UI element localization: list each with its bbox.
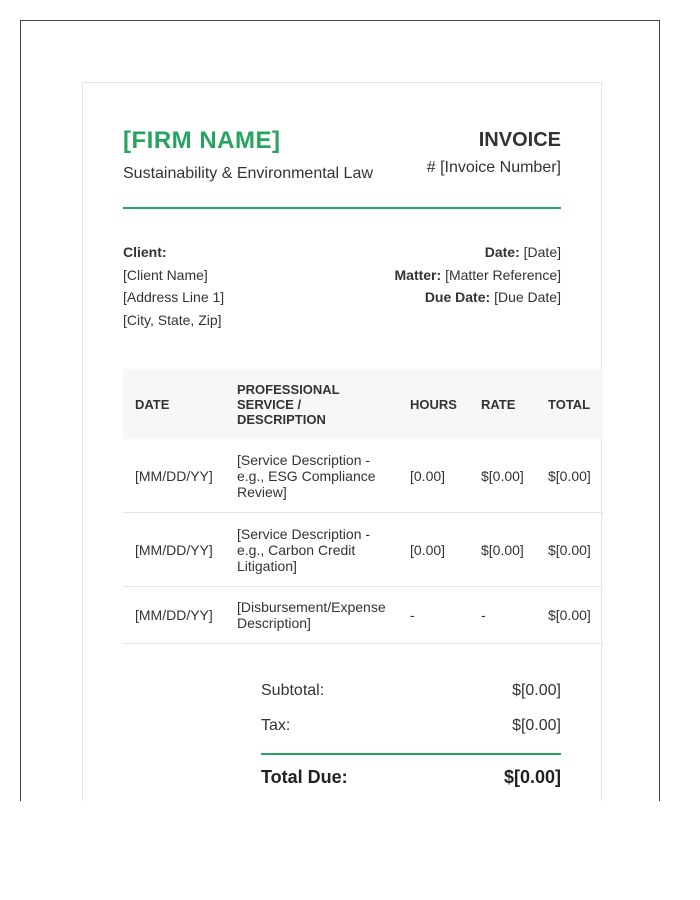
matter-label: Matter: [394, 266, 442, 283]
invoice-title: INVOICE [478, 129, 561, 151]
cell-description: [Disbursement/Expense Description] [225, 587, 398, 644]
col-header-date: DATE [123, 369, 225, 439]
client-address-line: [Address Line 1] [123, 289, 225, 305]
totals-divider [261, 753, 561, 755]
totals-block [261, 673, 561, 743]
col-header-total: TOTAL [536, 369, 603, 439]
total-due-row [261, 767, 561, 788]
subtotal-row [261, 673, 561, 708]
line-items-table [123, 369, 603, 644]
table-header-row [123, 369, 603, 439]
col-header-rate: RATE [469, 369, 536, 439]
subtotal-label: Subtotal: [261, 682, 325, 699]
table-row [123, 587, 603, 644]
invoice-sheet [82, 82, 602, 801]
matter-value: [Matter Reference] [445, 266, 561, 283]
tax-row [261, 708, 561, 743]
tax-label: Tax: [261, 717, 291, 734]
cell-description: [Service Description - e.g., ESG Compliance Review] [225, 439, 398, 513]
subtotal-value: $[0.00] [512, 682, 561, 699]
client-city-state-zip: [City, State, Zip] [123, 311, 222, 328]
due-date-value: [Due Date] [494, 289, 561, 305]
date-label: Date: [484, 244, 520, 260]
document-viewport [20, 20, 660, 801]
tax-value: $[0.00] [512, 717, 561, 734]
cell-total: $[0.00] [536, 513, 603, 587]
header-divider [123, 207, 561, 209]
meta-due-row [395, 286, 562, 309]
invoice-number: # [Invoice Number] [426, 159, 561, 176]
cell-rate: - [469, 587, 536, 644]
cell-total: $[0.00] [536, 439, 603, 513]
total-due-value: $[0.00] [503, 767, 561, 787]
meta-matter-row [395, 264, 562, 287]
firm-subtitle: Sustainability & Environmental Law [123, 165, 373, 182]
cell-date: [MM/DD/YY] [123, 513, 225, 587]
due-date-label: Due Date: [424, 289, 491, 305]
total-due-label: Total Due: [261, 767, 348, 787]
cell-hours: [0.00] [398, 513, 469, 587]
cell-rate: $[0.00] [469, 439, 536, 513]
table-row [123, 439, 603, 513]
cell-date: [MM/DD/YY] [123, 439, 225, 513]
invoice-meta-block [395, 241, 562, 309]
cell-hours: - [398, 587, 469, 644]
firm-name: [FIRM NAME] [123, 127, 281, 154]
client-block [123, 241, 224, 331]
cell-total: $[0.00] [536, 587, 603, 644]
meta-date-row [395, 241, 562, 264]
cell-date: [MM/DD/YY] [123, 587, 225, 644]
cell-rate: $[0.00] [469, 513, 536, 587]
date-value: [Date] [523, 244, 561, 260]
table-row [123, 513, 603, 587]
col-header-hours: HOURS [398, 369, 469, 439]
col-header-description: PROFESSIONAL SERVICE / DESCRIPTION [225, 369, 398, 439]
client-label: Client: [123, 244, 167, 260]
client-name: [Client Name] [123, 266, 208, 283]
cell-description: [Service Description - e.g., Carbon Credit Litigation] [225, 513, 398, 587]
cell-hours: [0.00] [398, 439, 469, 513]
